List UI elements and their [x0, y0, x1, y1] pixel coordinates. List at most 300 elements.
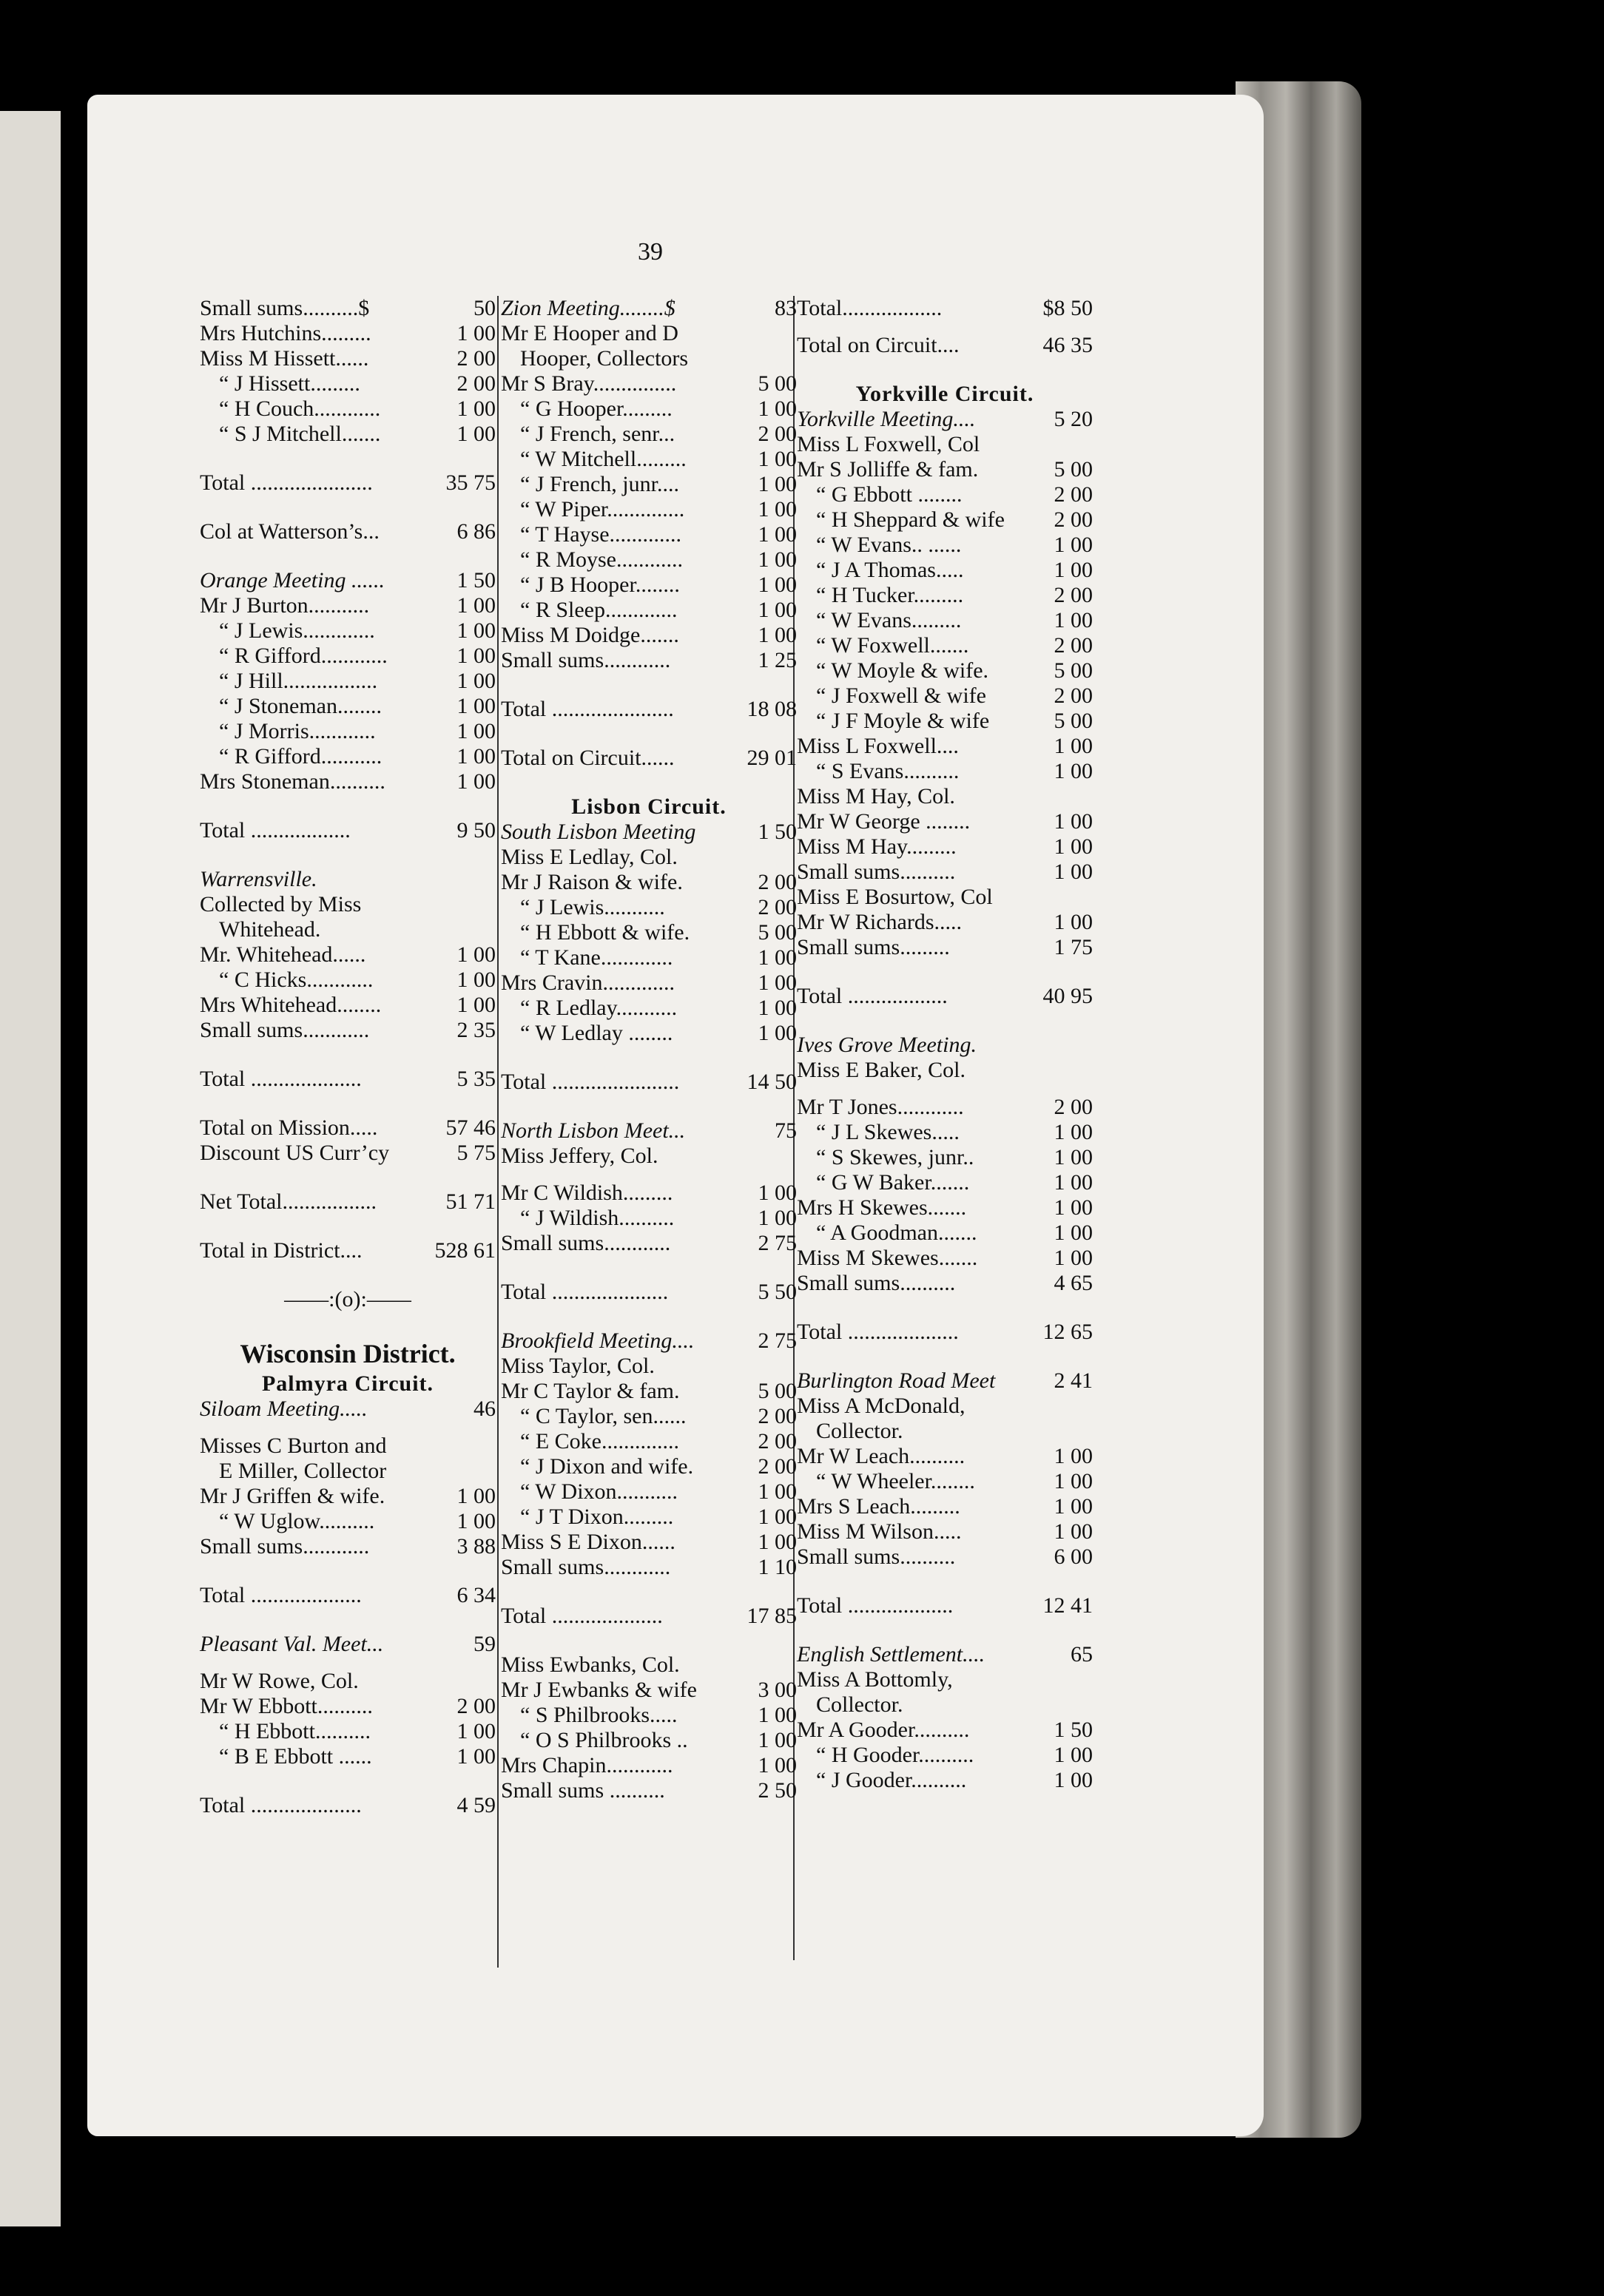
- ledger-amount: 4 59: [456, 1793, 496, 1817]
- ledger-row: [797, 683, 1093, 709]
- ledger-amount: 1 00: [1054, 1145, 1093, 1169]
- ledger-label: South Lisbon Meeting: [501, 820, 696, 844]
- ledger-amount: 57 46: [445, 1115, 496, 1140]
- ledger-row: [797, 1195, 1093, 1220]
- ledger-row: [501, 422, 797, 447]
- ledger-amount: 5 00: [758, 920, 797, 945]
- spacer: [200, 1263, 496, 1287]
- ledger-row: [200, 1744, 496, 1769]
- spacer: [200, 843, 496, 867]
- ledger-label: “ H Gooder..........: [816, 1743, 974, 1767]
- ledger-amount: 1 00: [1054, 608, 1093, 632]
- spacer: [200, 1092, 496, 1115]
- ledger-label: Mrs S Leach.........: [797, 1494, 960, 1519]
- ledger-label: “ J Hissett.........: [219, 371, 360, 396]
- ledger-row: [797, 1419, 1093, 1444]
- ledger-label: Whitehead.: [219, 917, 321, 942]
- ledger-amount: 50: [474, 296, 496, 320]
- spacer: [797, 1570, 1093, 1593]
- ledger-amount: 1 00: [758, 1021, 797, 1045]
- ledger-label: “ W Ledlay ........: [520, 1021, 673, 1045]
- ledger-row: [797, 1320, 1093, 1345]
- spacer: [200, 1608, 496, 1632]
- ledger-row: [501, 396, 797, 422]
- ledger-row: [200, 1509, 496, 1534]
- ledger-label: Mr J Ewbanks & wife: [501, 1678, 697, 1702]
- adjacent-page-edge: [0, 111, 61, 2226]
- ledger-row: [501, 870, 797, 895]
- ledger-amount: 1 00: [1054, 1170, 1093, 1195]
- ledger-row: [501, 1231, 797, 1256]
- ledger-label: Small sums..........: [797, 1271, 956, 1295]
- ledger-label: ——:(o):——: [284, 1287, 411, 1311]
- ledger-label: Ives Grove Meeting.: [797, 1033, 977, 1057]
- spacer: [797, 1296, 1093, 1320]
- spacer: [501, 1169, 797, 1181]
- ledger-label: Miss S E Dixon......: [501, 1530, 675, 1554]
- ledger-label: “ H Tucker.........: [816, 583, 964, 607]
- ledger-amount: 9 50: [456, 818, 496, 843]
- ledger-amount: 1 00: [1054, 1195, 1093, 1220]
- ledger-row: [501, 970, 797, 996]
- ledger-amount: 5 00: [758, 371, 797, 396]
- ledger-row: [501, 1678, 797, 1703]
- ledger-row: [200, 694, 496, 719]
- ledger-row: [797, 457, 1093, 482]
- ledger-row: [200, 892, 496, 917]
- ledger-row: [501, 321, 797, 346]
- ledger-row: [797, 407, 1093, 432]
- ledger-row: [501, 1753, 797, 1778]
- ledger-amount: 2 00: [1054, 683, 1093, 708]
- ledger-amount: 2 00: [758, 1454, 797, 1479]
- ledger-row: [501, 1404, 797, 1429]
- ledger-label: “ H Ebbott..........: [219, 1719, 371, 1743]
- ledger-row: [797, 633, 1093, 658]
- spacer: [200, 1559, 496, 1583]
- ledger-amount: 2 00: [1054, 1095, 1093, 1119]
- ledger-label: “ R Gifford...........: [219, 744, 383, 769]
- ledger-amount: 1 00: [456, 593, 496, 618]
- spacer: [501, 1046, 797, 1070]
- ledger-row: [797, 1145, 1093, 1170]
- ledger-row: [797, 935, 1093, 960]
- ledger-amount: 2 00: [456, 1694, 496, 1718]
- ledger-amount: 12 65: [1042, 1320, 1093, 1344]
- ledger-amount: 5 00: [1054, 658, 1093, 683]
- ledger-label: Mr E Hooper and D: [501, 321, 678, 345]
- ledger-row: [501, 1703, 797, 1728]
- ledger-label: “ J Gooder..........: [816, 1768, 967, 1792]
- spacer: [200, 496, 496, 519]
- ledger-amount: $8 50: [1042, 296, 1093, 320]
- ledger-row: [797, 1718, 1093, 1743]
- ledger-row: [200, 470, 496, 496]
- ledger-label: Mrs Chapin............: [501, 1753, 673, 1777]
- ledger-label: Pleasant Val. Meet...: [200, 1632, 384, 1656]
- ledger-amount: 2 00: [1054, 507, 1093, 532]
- ledger-amount: 1 00: [1054, 1494, 1093, 1519]
- ledger-label: “ J L Skewes.....: [816, 1120, 960, 1144]
- ledger-label: “ J T Dixon.........: [520, 1505, 674, 1529]
- ledger-row: [797, 834, 1093, 860]
- ledger-amount: 5 00: [1054, 457, 1093, 482]
- ledger-amount: 12 41: [1042, 1593, 1093, 1618]
- spacer: [797, 1618, 1093, 1642]
- spacer: [797, 358, 1093, 382]
- ledger-amount: 1 00: [758, 623, 797, 647]
- ledger-amount: 1 00: [456, 694, 496, 718]
- ledger-label: Miss E Baker, Col.: [797, 1058, 966, 1082]
- ledger-amount: 29 01: [747, 746, 797, 770]
- ledger-label: Misses C Burton and: [200, 1434, 387, 1458]
- ledger-amount: 1 00: [456, 719, 496, 743]
- ledger-row: [797, 1593, 1093, 1618]
- ledger-label: “ J Hill.................: [219, 669, 378, 693]
- ledger-amount: 1 00: [456, 1744, 496, 1769]
- ledger-label: Miss M Hissett......: [200, 346, 369, 371]
- ledger-label: Zion Meeting........$: [501, 296, 675, 320]
- ledger-row: [200, 1434, 496, 1459]
- ledger-row: [501, 1144, 797, 1169]
- ledger-amount: 1 00: [1054, 1743, 1093, 1767]
- ledger-row: [797, 1642, 1093, 1667]
- ledger-label: “ J A Thomas.....: [816, 558, 964, 582]
- ledger-amount: 1 00: [456, 968, 496, 992]
- ledger-row: [200, 1459, 496, 1484]
- ledger-label: Small sums............: [501, 1555, 671, 1579]
- ledger-row: [797, 1058, 1093, 1083]
- ledger-row: [797, 1519, 1093, 1544]
- ledger-label: Total ....................: [200, 1583, 362, 1607]
- ledger-amount: 2 00: [758, 1429, 797, 1453]
- ledger-label: Miss A Bottomly,: [797, 1667, 953, 1692]
- ledger-label: Col at Watterson’s...: [200, 519, 380, 544]
- ledger-amount: 1 00: [1054, 1519, 1093, 1544]
- ledger-row: [501, 1280, 797, 1305]
- ledger-amount: 2 00: [758, 895, 797, 919]
- ledger-row: [797, 1544, 1093, 1570]
- ledger-row: [797, 1220, 1093, 1246]
- ledger-label: “ S Philbrooks.....: [520, 1703, 678, 1727]
- ledger-label: “ J French, senr...: [520, 422, 675, 446]
- ledger-label: Mr J Raison & wife.: [501, 870, 683, 894]
- circuit-heading: [501, 794, 797, 820]
- ledger-amount: 83: [775, 296, 797, 320]
- ledger-row: [501, 945, 797, 970]
- ledger-row: [797, 759, 1093, 784]
- ledger-label: Total on Circuit....: [797, 333, 960, 357]
- ledger-row: [200, 1397, 496, 1422]
- ledger-amount: 1 50: [758, 820, 797, 844]
- ledger-amount: 3 88: [456, 1534, 496, 1559]
- ledger-amount: 1 00: [758, 1530, 797, 1554]
- ledger-label: “ W Uglow..........: [219, 1509, 375, 1533]
- ledger-label: Total ....................: [200, 1067, 362, 1091]
- ledger-amount: 2 00: [456, 346, 496, 371]
- ledger-row: [200, 371, 496, 396]
- ledger-label: “ J Dixon and wife.: [520, 1454, 694, 1479]
- ledger-label: Yorkville Circuit.: [855, 382, 1034, 406]
- ledger-row: [797, 860, 1093, 885]
- ledger-label: Orange Meeting ......: [200, 568, 385, 592]
- ledger-row: [200, 744, 496, 769]
- ledger-amount: 40 95: [1042, 984, 1093, 1008]
- ledger-row: [501, 1328, 797, 1354]
- ledger-amount: 1 00: [456, 644, 496, 668]
- ledger-label: Hooper, Collectors: [520, 346, 689, 371]
- ledger-label: Mr C Taylor & fam.: [501, 1379, 680, 1403]
- spacer: [797, 960, 1093, 984]
- ledger-row: [200, 917, 496, 942]
- district-heading: [200, 1336, 496, 1371]
- ledger-amount: 2 75: [758, 1328, 797, 1353]
- spacer: [501, 1256, 797, 1280]
- ledger-label: “ G Ebbott ........: [816, 482, 963, 507]
- ledger-row: [200, 1632, 496, 1657]
- ledger-amount: 1 00: [456, 396, 496, 421]
- ledger-label: “ W Foxwell.......: [816, 633, 969, 658]
- ledger-label: “ S J Mitchell.......: [219, 422, 381, 446]
- ledger-label: “ W Evans.........: [816, 608, 962, 632]
- ledger-label: Miss M Hay.........: [797, 834, 957, 859]
- ledger-label: Miss Jeffery, Col.: [501, 1144, 658, 1168]
- spacer: [797, 1345, 1093, 1368]
- ledger-label: Total ......................: [200, 470, 373, 495]
- ledger-label: Mr J Griffen & wife.: [200, 1484, 385, 1508]
- ledger-row: [501, 296, 797, 321]
- ledger-amount: 5 35: [456, 1067, 496, 1091]
- ledger-amount: 46: [474, 1397, 496, 1421]
- ledger-label: “ W Wheeler........: [816, 1469, 975, 1493]
- ledger-label: Small sums.........: [797, 935, 950, 959]
- ledger-amount: 1 00: [758, 970, 797, 995]
- spacer: [200, 1312, 496, 1336]
- ledger-label: Total ..................: [797, 984, 948, 1008]
- ledger-label: Discount US Curr’cy: [200, 1141, 390, 1165]
- ledger-amount: 1 00: [456, 618, 496, 643]
- spacer: [501, 1580, 797, 1604]
- ledger-row: [501, 547, 797, 573]
- ledger-row: [200, 867, 496, 892]
- ledger-label: Miss L Foxwell, Col: [797, 432, 980, 456]
- ledger-label: North Lisbon Meet...: [501, 1118, 686, 1143]
- ledger-amount: 75: [775, 1118, 797, 1143]
- ledger-row: [501, 598, 797, 623]
- ledger-amount: 1 00: [1054, 558, 1093, 582]
- ledger-row: [200, 593, 496, 618]
- ledger-row: [501, 697, 797, 722]
- ledger-row: [501, 1070, 797, 1095]
- spacer: [797, 1083, 1093, 1095]
- spacer: [200, 544, 496, 568]
- ledger-row: [200, 1287, 496, 1312]
- ledger-amount: 1 00: [1054, 533, 1093, 557]
- ledger-amount: 5 00: [758, 1379, 797, 1403]
- ledger-label: Miss A McDonald,: [797, 1394, 966, 1418]
- ledger-amount: 2 00: [758, 870, 797, 894]
- ledger-row: [200, 1238, 496, 1263]
- spacer: [200, 1769, 496, 1793]
- ledger-label: Small sums..........: [797, 860, 956, 884]
- ledger-amount: 1 00: [456, 669, 496, 693]
- ledger-row: [797, 482, 1093, 507]
- ledger-row: [200, 818, 496, 843]
- ledger-label: Mr S Bray...............: [501, 371, 677, 396]
- ledger-row: [200, 1141, 496, 1166]
- ledger-amount: 1 00: [758, 396, 797, 421]
- ledger-row: [501, 1652, 797, 1678]
- ledger-row: [501, 920, 797, 945]
- ledger-row: [797, 558, 1093, 583]
- ledger-label: “ B E Ebbott ......: [219, 1744, 372, 1769]
- ledger-row: [501, 1604, 797, 1629]
- ledger-amount: 1 00: [758, 497, 797, 521]
- ledger-amount: 17 85: [747, 1604, 797, 1628]
- ledger-row: [797, 1494, 1093, 1519]
- ledger-row: [200, 1018, 496, 1043]
- ledger-amount: 2 00: [1054, 583, 1093, 607]
- ledger-amount: 1 25: [758, 648, 797, 672]
- ledger-row: [501, 648, 797, 673]
- ledger-row: [501, 447, 797, 472]
- ledger-row: [797, 1692, 1093, 1718]
- ledger-row: [200, 1534, 496, 1559]
- ledger-amount: 65: [1071, 1642, 1093, 1667]
- ledger-amount: 1 00: [1054, 809, 1093, 834]
- ledger-row: [200, 942, 496, 968]
- ledger-label: “ J French, junr....: [520, 472, 679, 496]
- ledger-label: Miss M Doidge.......: [501, 623, 679, 647]
- ledger-row: [200, 669, 496, 694]
- ledger-label: Mr W George ........: [797, 809, 971, 834]
- ledger-label: Mr C Wildish.........: [501, 1181, 673, 1205]
- ledger-label: “ R Moyse............: [520, 547, 683, 572]
- ledger-label: Small sums............: [501, 1231, 671, 1255]
- ledger-label: Small sums ..........: [501, 1778, 665, 1803]
- ledger-amount: 1 00: [456, 993, 496, 1017]
- ledger-amount: 5 75: [456, 1141, 496, 1165]
- ledger-label: Small sums..........$: [200, 296, 370, 320]
- ledger-row: [797, 1271, 1093, 1296]
- ledger-label: “ O S Philbrooks ..: [520, 1728, 688, 1752]
- ledger-row: [501, 1555, 797, 1580]
- ledger-row: [501, 623, 797, 648]
- circuit-heading: [200, 1371, 496, 1397]
- ledger-amount: 1 00: [1054, 860, 1093, 884]
- spacer: [797, 1009, 1093, 1033]
- ledger-amount: 6 00: [1054, 1544, 1093, 1569]
- ledger-row: [501, 1454, 797, 1479]
- ledger-row: [797, 885, 1093, 910]
- ledger-row: [797, 533, 1093, 558]
- ledger-amount: 1 00: [758, 598, 797, 622]
- ledger-label: “ R Ledlay...........: [520, 996, 678, 1020]
- ledger-amount: 1 00: [456, 769, 496, 794]
- ledger-amount: 1 00: [758, 472, 797, 496]
- page-number: 39: [638, 238, 663, 266]
- ledger-label: Mrs H Skewes.......: [797, 1195, 967, 1220]
- ledger-row: [200, 1719, 496, 1744]
- ledger-row: [501, 573, 797, 598]
- ledger-label: “ T Kane.............: [520, 945, 673, 970]
- ledger-amount: 6 86: [456, 519, 496, 544]
- ledger-label: “ H Couch............: [219, 396, 381, 421]
- ledger-row: [501, 820, 797, 845]
- ledger-label: Total in District....: [200, 1238, 363, 1263]
- ledger-label: “ J Foxwell & wife: [816, 683, 986, 708]
- ledger-amount: 1 00: [456, 321, 496, 345]
- spacer: [200, 1166, 496, 1189]
- ledger-row: [501, 497, 797, 522]
- ledger-row: [797, 296, 1093, 321]
- ledger-label: Total ....................: [797, 1320, 959, 1344]
- ledger-amount: 1 00: [758, 1728, 797, 1752]
- ledger-label: Mrs Stoneman..........: [200, 769, 385, 794]
- ledger-row: [501, 1354, 797, 1379]
- ledger-amount: 1 00: [758, 996, 797, 1020]
- column-rule-1: [497, 296, 499, 1968]
- ledger-row: [200, 346, 496, 371]
- ledger-amount: 1 00: [456, 1484, 496, 1508]
- ledger-amount: 2 75: [758, 1231, 797, 1255]
- ledger-amount: 1 00: [1054, 910, 1093, 934]
- ledger-label: Yorkville Meeting....: [797, 407, 976, 431]
- ledger-amount: 5 20: [1054, 407, 1093, 431]
- ledger-label: Warrensville.: [200, 867, 317, 891]
- ledger-row: [797, 1667, 1093, 1692]
- ledger-label: “ J Lewis.............: [219, 618, 375, 643]
- ledger-amount: 1 00: [758, 1703, 797, 1727]
- ledger-row: [200, 769, 496, 794]
- ledger-row: [797, 1120, 1093, 1145]
- ledger-label: “ W Mitchell.........: [520, 447, 687, 471]
- ledger-label: Mr. Whitehead......: [200, 942, 366, 967]
- ledger-amount: 2 35: [456, 1018, 496, 1042]
- spacer: [200, 794, 496, 818]
- ledger-row: [200, 1669, 496, 1694]
- ledger-label: “ J Morris............: [219, 719, 376, 743]
- ledger-amount: 2 00: [1054, 633, 1093, 658]
- spacer: [200, 447, 496, 470]
- ledger-row: [200, 1189, 496, 1215]
- ledger-amount: 1 00: [758, 1181, 797, 1205]
- ledger-row: [200, 321, 496, 346]
- ledger-label: E Miller, Collector: [219, 1459, 387, 1483]
- ledger-amount: 2 50: [758, 1778, 797, 1803]
- ledger-amount: 1 00: [758, 447, 797, 471]
- ledger-row: [797, 734, 1093, 759]
- ledger-amount: 1 00: [1054, 1120, 1093, 1144]
- ledger-label: Total .....................: [501, 1280, 669, 1304]
- ledger-row: [501, 1778, 797, 1803]
- ledger-label: Mr W Ebbott..........: [200, 1694, 373, 1718]
- ledger-row: [200, 993, 496, 1018]
- ledger-amount: 1 00: [1054, 1469, 1093, 1493]
- ledger-row: [501, 1429, 797, 1454]
- ledger-label: “ G W Baker.......: [816, 1170, 970, 1195]
- ledger-amount: 5 00: [1054, 709, 1093, 733]
- ledger-row: [797, 1469, 1093, 1494]
- circuit-heading: [797, 382, 1093, 407]
- ledger-amount: 18 08: [747, 697, 797, 721]
- ledger-row: [501, 1118, 797, 1144]
- ledger-amount: 2 00: [1054, 482, 1093, 507]
- ledger-amount: 1 10: [758, 1555, 797, 1579]
- ledger-amount: 1 00: [456, 1509, 496, 1533]
- ledger-label: “ C Taylor, sen......: [520, 1404, 687, 1428]
- ledger-row: [200, 422, 496, 447]
